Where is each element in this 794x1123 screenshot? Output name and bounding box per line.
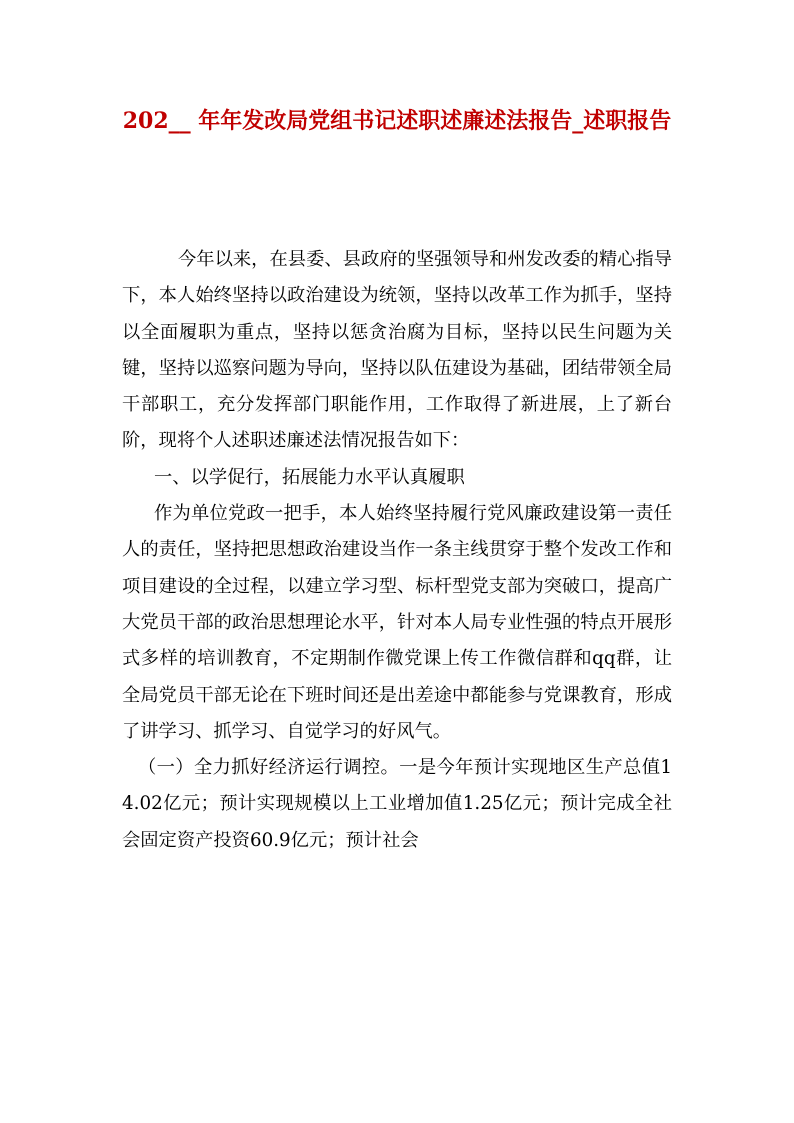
document-body — [122, 242, 672, 859]
body-paragraph: 作为单位党政一把手，本人始终坚持履行党风廉政建设第一责任人的责任，坚持把思想政治建设当作一条主线贯穿于整个发改工作和项目建设的全过程，以建立学习型、标杆型党支部为突破口，提高广大党员干部的政治思想理论水平，针对本人局专业性强的特点开展形式多样的培训教育，不定期制作微党课上传工作微信群和qq群，让全局党员干部无论在下班时间还是出差途中都能参与党课教育，形成了讲学习、抓学习、自觉学习的好风气。 — [122, 503, 672, 742]
intro-paragraph: 今年以来，在县委、县政府的坚强领导和州发改委的精心指导下，本人始终坚持以政治建设为统领，坚持以改革工作为抓手，坚持以全面履职为重点，坚持以惩贪治腐为目标，坚持以民生问题为关键，坚持以巡察问题为导向，坚持以队伍建设为基础，团结带领全局干部职工，充分发挥部门职能作用，工作取得了新进展，上了新台阶，现将个人述职述廉述法情况报告如下： — [122, 249, 672, 452]
subsection-paragraph: （一）全力抓好经济运行调控。一是今年预计实现地区生产总值14.02亿元；预计实现规模以上工业增加值1.25亿元；预计完成全社会固定资产投资60.9亿元；预计社会 — [122, 757, 672, 851]
document-title: 202__ 年年发改局党组书记述职述廉述法报告_述职报告 — [122, 108, 672, 134]
section-heading: 一、以学促行，拓展能力水平认真履职 — [154, 466, 465, 488]
